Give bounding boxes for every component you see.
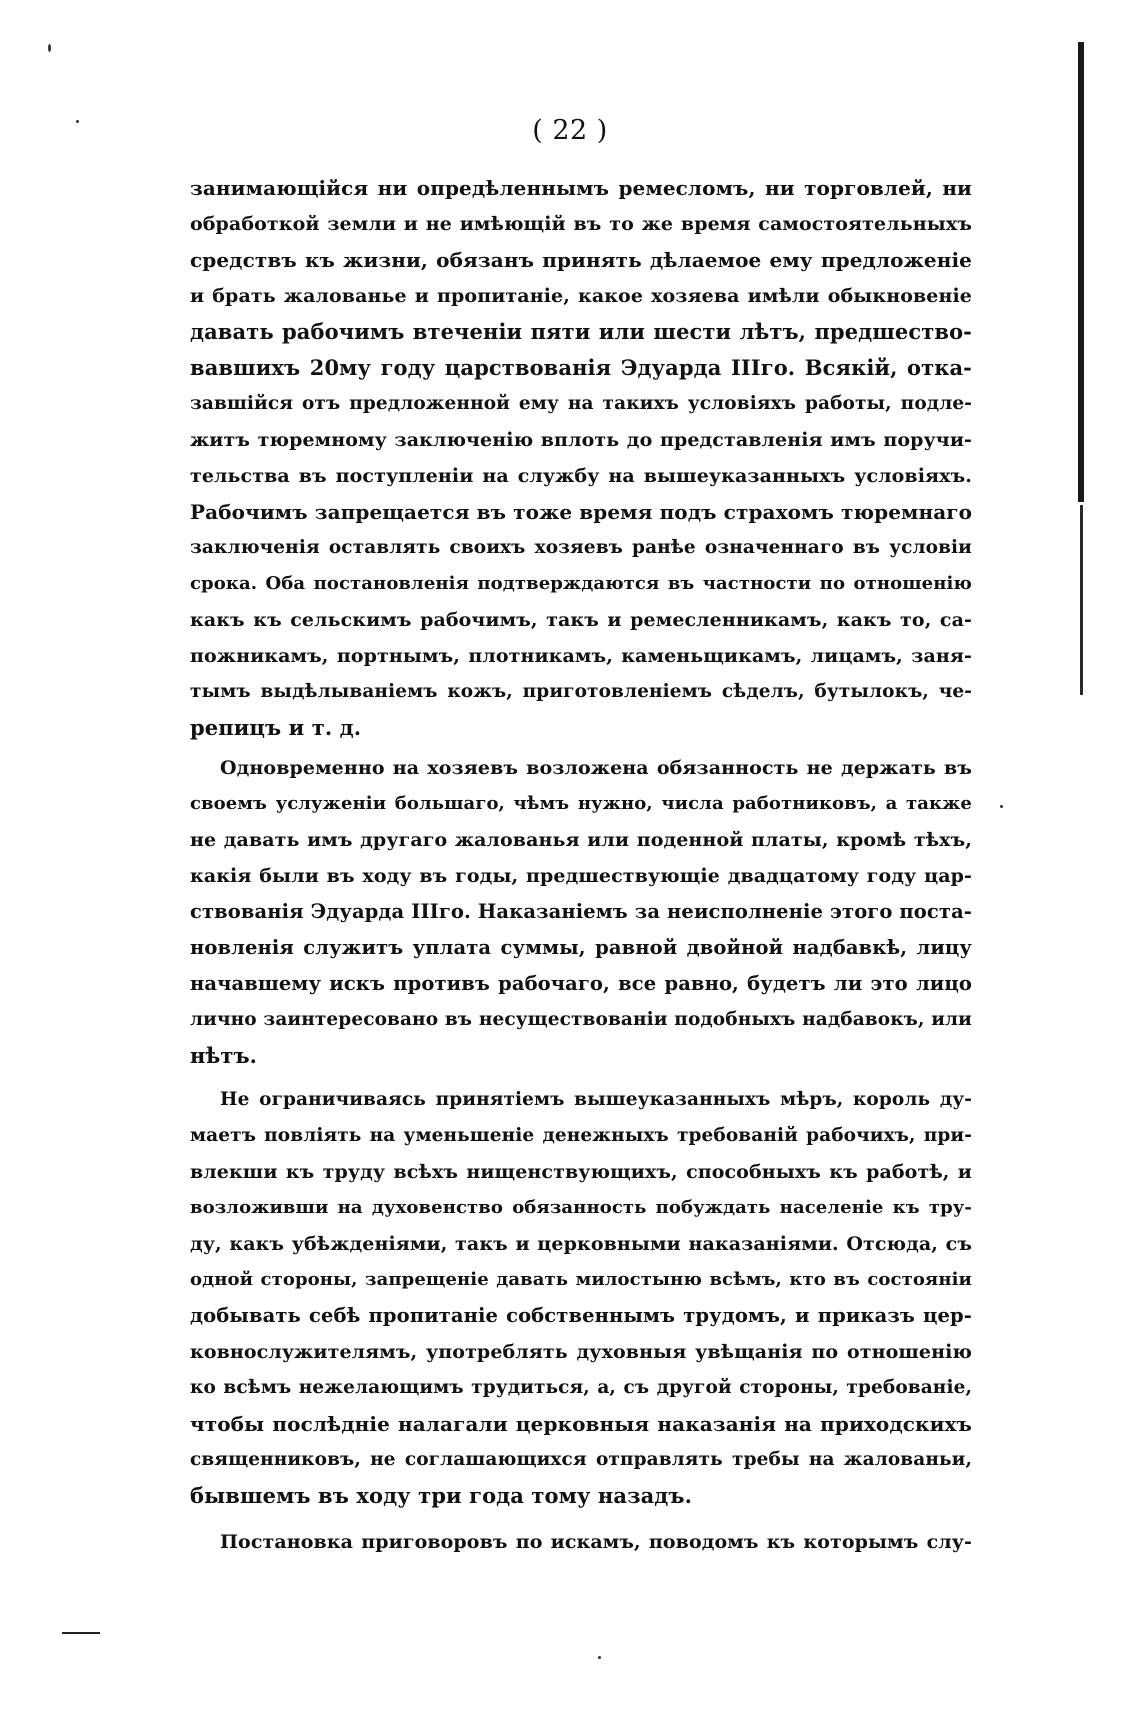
text-line: своемъ услуженіи большаго, чѣмъ нужно, числа работниковъ, а также [190, 793, 972, 814]
text-line: маетъ повліять на уменьшеніе денежныхъ требованій рабочихъ, при- [190, 1125, 972, 1146]
text-line: средствъ къ жизни, обязанъ принять дѣлаемое ему предложеніе [190, 248, 972, 272]
text-line: ковнослужителямъ, употреблять духовныя увѣщанія по отношенію [190, 1341, 972, 1363]
text-line: Постановка приговоровъ по искамъ, поводомъ къ которымъ слу- [220, 1531, 972, 1553]
text-line: занимающійся ни опредѣленнымъ ремесломъ, ни торговлей, ни [190, 176, 972, 200]
paragraph-3 [190, 1082, 972, 1514]
text-line: чтобы послѣдніе налагали церковныя наказанія на приходскихъ [190, 1412, 972, 1436]
text-line: ду, какъ убѣжденіями, такъ и церковными наказаніями. Отсюда, съ [190, 1233, 972, 1255]
text-line: одной стороны, запрещеніе давать милостыню всѣмъ, кто въ состояніи [190, 1269, 972, 1290]
page-number: ( 22 ) [532, 115, 608, 146]
text-line: Не ограничиваясь принятіемъ вышеуказанныхъ мѣръ, король ду- [220, 1089, 972, 1110]
text-line: Рабочимъ запрещается въ тоже время подъ страхомъ тюремнаго [190, 500, 972, 524]
scan-speck [598, 1656, 601, 1659]
text-line: влекши къ труду всѣхъ нищенствующихъ, способныхъ къ работѣ, и [190, 1161, 972, 1183]
text-line: тымъ выдѣлываніемъ кожъ, приготовленіемъ сѣделъ, бутылокъ, че- [190, 681, 972, 702]
text-line: пожникамъ, портнымъ, плотникамъ, каменьщикамъ, лицамъ, заня- [190, 645, 972, 667]
text-line: ствованія Эдуарда IIIго. Наказаніемъ за неисполненіе этого поста- [190, 900, 972, 923]
scan-speck [76, 120, 79, 123]
text-line: нѣтъ. [190, 1043, 258, 1068]
text-line: заключенія оставлять своихъ хозяевъ ранѣе означеннаго въ условіи [190, 537, 972, 558]
text-line: вавшихъ 20му году царствованія Эдуарда IIIго. Всякій, отка- [190, 355, 972, 380]
text-line: священниковъ, не соглашающихся отправлять требы на жалованьи, [190, 1449, 972, 1470]
text-line: добывать себѣ пропитаніе собственнымъ трудомъ, и приказъ цер- [190, 1304, 972, 1327]
text-line: житъ тюремному заключенію вплоть до представленія имъ поручи- [190, 429, 972, 451]
text-line: завшійся отъ предложенной ему на такихъ условіяхъ работы, подле- [190, 393, 972, 414]
scan-speck [1000, 805, 1003, 808]
scan-binding-tail [1080, 505, 1083, 695]
text-line: репицъ и т. д. [190, 715, 362, 740]
text-line: какъ къ сельскимъ рабочимъ, такъ и ремесленникамъ, какъ то, са- [190, 609, 972, 631]
text-line: давать рабочимъ втеченіи пяти или шести лѣтъ, предшество- [190, 319, 972, 344]
text-line: тельства въ поступленіи на службу на вышеуказанныхъ условіяхъ. [190, 465, 972, 487]
text-line: Одновременно на хозяевъ возложена обязанность не держать въ [220, 757, 972, 779]
scan-dash-mark [62, 1632, 100, 1634]
scan-speck [48, 44, 51, 52]
paragraph-2 [190, 750, 972, 1074]
text-line: бывшемъ въ ходу три года тому назадъ. [190, 1483, 693, 1508]
text-line: какія были въ ходу въ годы, предшествующіе двадцатому году цар- [190, 865, 972, 887]
paragraph-4 [190, 1524, 972, 1560]
text-line: обработкой земли и не имѣющій въ то же время самостоятельныхъ [190, 213, 972, 235]
paragraph-1 [190, 170, 972, 746]
scan-binding-edge [1078, 42, 1084, 502]
text-line: возложивши на духовенство обязанность побуждать населеніе къ тру- [190, 1197, 972, 1218]
text-line: начавшему искъ противъ рабочаго, все равно, будетъ ли это лицо [190, 972, 972, 995]
text-line: и брать жалованье и пропитаніе, какое хозяева имѣли обыкновеніе [190, 285, 972, 307]
text-line: лично заинтересовано въ несуществованіи подобныхъ надбавокъ, или [190, 1009, 972, 1030]
text-line: ко всѣмъ нежелающимъ трудиться, а, съ другой стороны, требованіе, [190, 1377, 972, 1398]
text-line: срока. Оба постановленія подтверждаются въ частности по отношенію [190, 573, 972, 594]
text-line: не давать имъ другаго жалованья или поденной платы, кромѣ тѣхъ, [190, 829, 972, 851]
text-line: новленія служитъ уплата суммы, равной двойной надбавкѣ, лицу [190, 936, 972, 959]
body-text [190, 170, 972, 1560]
